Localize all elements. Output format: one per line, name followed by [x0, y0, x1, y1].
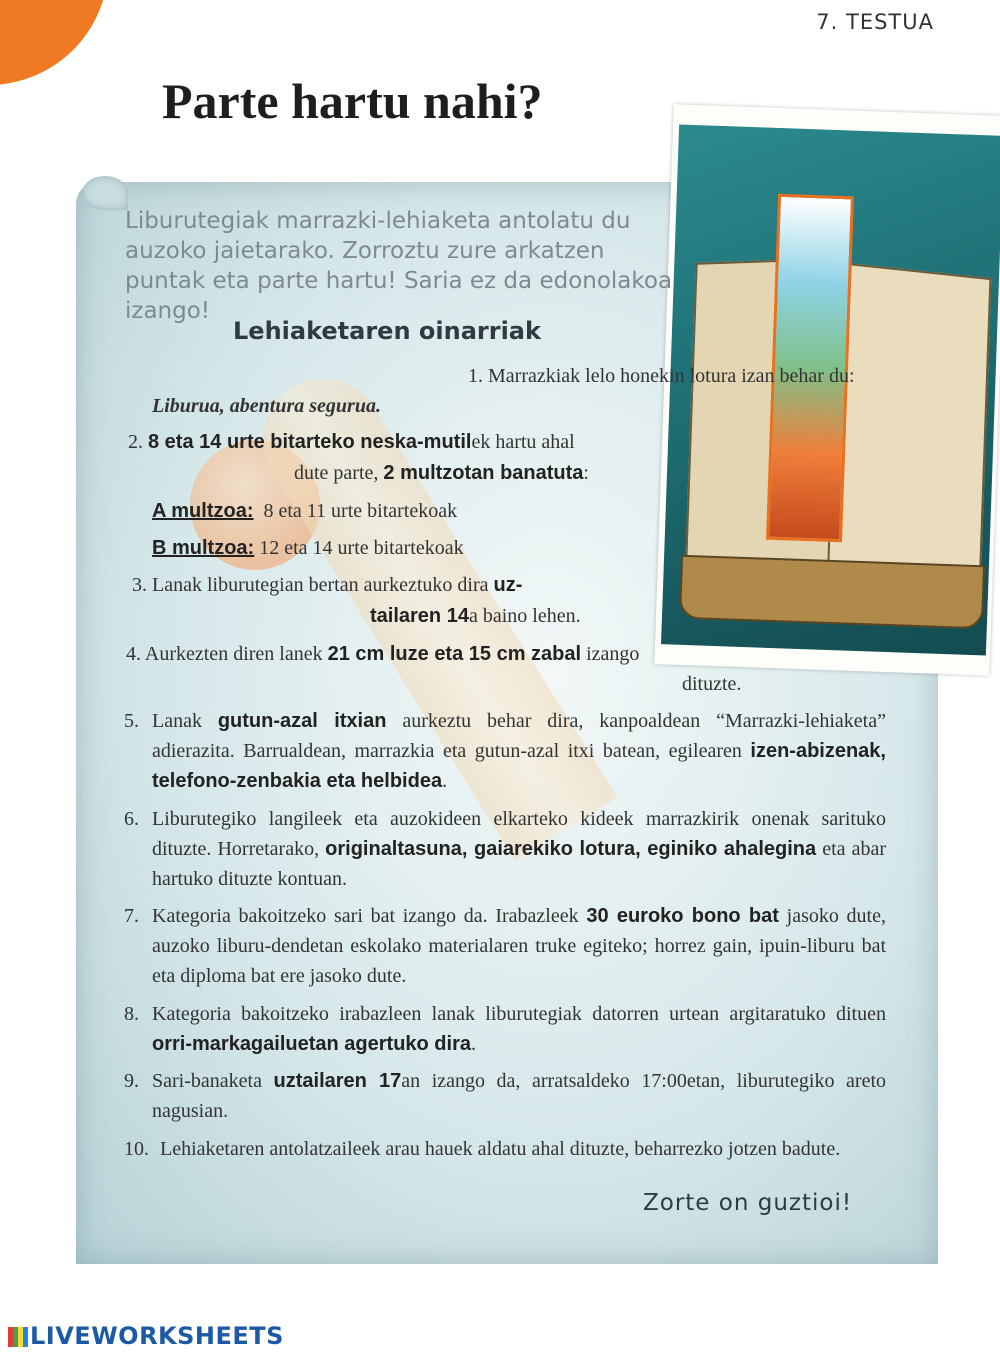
rule-9: Sari-banaketa uztailaren 17an izango da, arratsaldeko 17:00etan, liburutegiko areto nagusian.: [152, 1070, 887, 1122]
rule-3-line-1: 3. Lanak liburutegian bertan aurkeztuko dira uz-: [132, 574, 523, 596]
group-a: A multzoa: 8 eta 11 urte bitartekoak: [152, 500, 458, 522]
rule-4-line-1: 4. Aurkezten diren lanek 21 cm luze eta 15 cm zabal izango: [126, 643, 640, 665]
rule-6-number: 6.: [124, 808, 139, 830]
text-number-tag: 7. TESTUA: [816, 10, 934, 34]
parchment-curl: [82, 176, 128, 210]
rule-7-number: 7.: [124, 905, 139, 927]
rule-8: Kategoria bakoitzeko irabazleen lanak liburutegiak datorren urtean argitaratuko dituen orri-markagailuetan agertuko dira.: [152, 1003, 886, 1055]
rule-4-line-2: dituzte.: [682, 673, 742, 695]
rule-10: Lehiaketaren antolatzaileek arau hauek aldatu ahal dituzte, beharrezko jotzen badute.: [160, 1138, 841, 1160]
corner-decoration: [0, 0, 124, 91]
rule-1-motto: Liburua, abentura segurua.: [152, 395, 381, 417]
rule-8-number: 8.: [124, 1003, 139, 1025]
rule-3-line-2: tailaren 14a baino lehen.: [370, 605, 581, 627]
group-b: B multzoa: 12 eta 14 urte bitartekoak: [152, 537, 464, 559]
rule-6: Liburutegiko langileek eta auzokideen elkarteko kideek marrazkirik onenak sarituko dituzte. Horretarako, originaltasuna, gaiarekiko lotura, eginiko ahalegina eta abar hartuko dituzte kontuan.: [152, 808, 886, 890]
book-right-page: [827, 262, 992, 602]
book-cover: [679, 555, 985, 630]
intro-text: Liburutegiak marrazki-lehiaketa antolatu du auzoko jaietarako. Zorroztu zure arkatzen puntak eta parte hartu! Saria ez da edonolakoa izango!: [125, 208, 673, 324]
rule-9-number: 9.: [124, 1070, 139, 1092]
rule-5: Lanak gutun-azal itxian aurkeztu behar dira, kanpoaldean “Marrazki-lehiaketa” adierazita. Barrualdean, marrazkia eta gutun-azal itxi batean, egilearen izen-abizenak, telefono-zenbakia eta helbidea.: [152, 710, 886, 792]
closing-text: Zorte on guztioi!: [643, 1190, 853, 1216]
liveworksheets-logo[interactable]: LIVEWORKSHEETS: [8, 1322, 284, 1350]
section-title: Lehiaketaren oinarriak: [233, 317, 541, 345]
rule-1: 1. Marrazkiak lelo honekin lotura izan behar du:: [468, 365, 855, 387]
rule-5-number: 5.: [124, 710, 139, 732]
rule-2-line-1: 2. 8 eta 14 urte bitarteko neska-mutilek hartu ahal: [128, 431, 575, 453]
rule-10-number: 10.: [124, 1138, 149, 1160]
rule-2-line-2: dute parte, 2 multzotan banatuta:: [294, 462, 589, 484]
logo-icon: [8, 1327, 28, 1347]
page-title: Parte hartu nahi?: [162, 73, 543, 129]
rule-7: Kategoria bakoitzeko sari bat izango da. Irabazleek 30 euroko bono bat jasoko dute, auzoko liburu-dendetan eskolako materialaren truke egiteko; horrez gain, ipuin-liburu bat eta diploma bat ere jasoko dute.: [152, 905, 886, 987]
